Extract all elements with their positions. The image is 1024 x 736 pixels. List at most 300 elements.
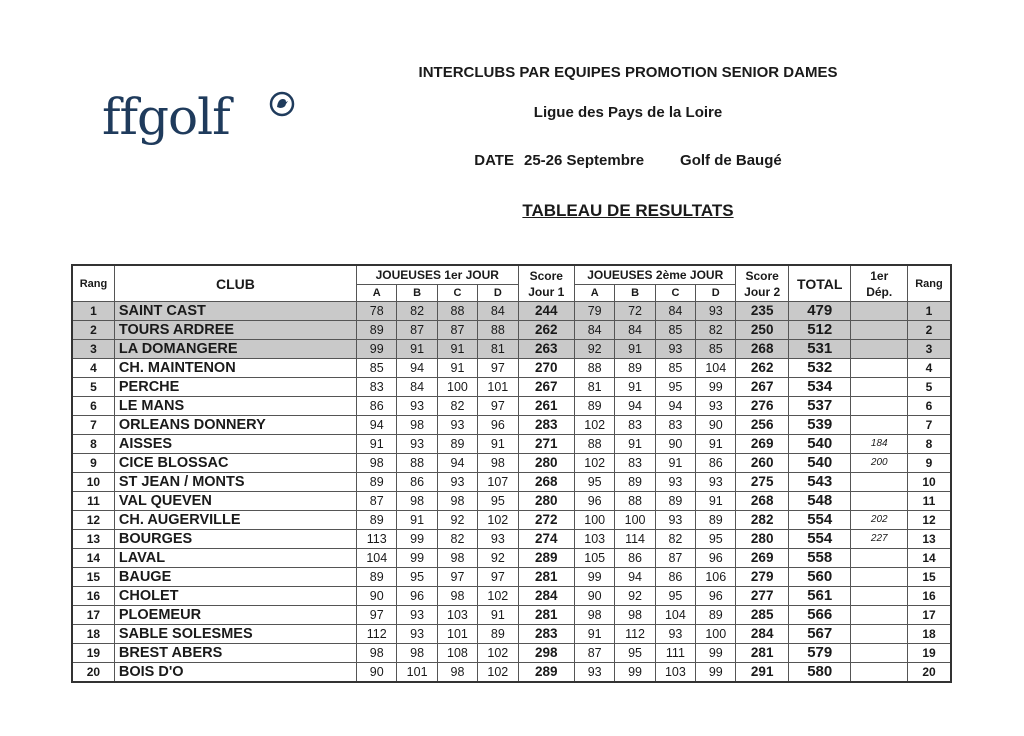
club-cell: LA DOMANGERE bbox=[114, 340, 356, 359]
club-cell: VAL QUEVEN bbox=[114, 492, 356, 511]
day1-d-cell: 91 bbox=[478, 606, 518, 625]
club-cell: BOIS D'O bbox=[114, 663, 356, 683]
venue: Golf de Baugé bbox=[680, 152, 782, 169]
club-cell: CH. AUGERVILLE bbox=[114, 511, 356, 530]
tiebreak-cell bbox=[851, 492, 908, 511]
day2-d-cell: 93 bbox=[696, 473, 736, 492]
day1-c-cell: 98 bbox=[437, 663, 477, 683]
page-title: INTERCLUBS PAR EQUIPES PROMOTION SENIOR DAMES bbox=[418, 64, 838, 81]
club-cell: LE MANS bbox=[114, 397, 356, 416]
day2-a-cell: 91 bbox=[575, 625, 615, 644]
table-row bbox=[72, 435, 951, 454]
table-row bbox=[72, 359, 951, 378]
day2-a-cell: 95 bbox=[575, 473, 615, 492]
rank-cell: 20 bbox=[72, 663, 114, 683]
score-day1-cell: 280 bbox=[518, 492, 575, 511]
table-row bbox=[72, 511, 951, 530]
tiebreak-cell bbox=[851, 625, 908, 644]
rank2-cell: 12 bbox=[907, 511, 951, 530]
rank2-cell: 17 bbox=[907, 606, 951, 625]
rank-cell: 17 bbox=[72, 606, 114, 625]
day1-c-cell: 100 bbox=[437, 378, 477, 397]
rank2-cell: 11 bbox=[907, 492, 951, 511]
col-rang: Rang bbox=[72, 265, 114, 302]
rank2-cell: 7 bbox=[907, 416, 951, 435]
day1-b-cell: 99 bbox=[397, 530, 437, 549]
score-day2-cell: 279 bbox=[736, 568, 788, 587]
score-day1-cell: 289 bbox=[518, 663, 575, 683]
day2-d-cell: 90 bbox=[696, 416, 736, 435]
day2-d-cell: 96 bbox=[696, 587, 736, 606]
day1-d-cell: 92 bbox=[478, 549, 518, 568]
table-row bbox=[72, 625, 951, 644]
day1-a-cell: 83 bbox=[357, 378, 397, 397]
tiebreak-cell bbox=[851, 606, 908, 625]
col-d2-a: A bbox=[575, 285, 615, 302]
rank-cell: 9 bbox=[72, 454, 114, 473]
day2-d-cell: 106 bbox=[696, 568, 736, 587]
day1-d-cell: 84 bbox=[478, 302, 518, 321]
day1-d-cell: 98 bbox=[478, 454, 518, 473]
day2-b-cell: 89 bbox=[615, 359, 655, 378]
day1-a-cell: 98 bbox=[357, 454, 397, 473]
day1-a-cell: 89 bbox=[357, 321, 397, 340]
score-day1-cell: 283 bbox=[518, 416, 575, 435]
day1-c-cell: 98 bbox=[437, 587, 477, 606]
club-cell: ORLEANS DONNERY bbox=[114, 416, 356, 435]
rank-cell: 12 bbox=[72, 511, 114, 530]
score-day2-cell: 269 bbox=[736, 549, 788, 568]
tiebreak-cell bbox=[851, 397, 908, 416]
day2-b-cell: 94 bbox=[615, 568, 655, 587]
col-day2: JOUEUSES 2ème JOUR bbox=[575, 265, 736, 285]
day1-c-cell: 98 bbox=[437, 549, 477, 568]
club-cell: AISSES bbox=[114, 435, 356, 454]
total-cell: 554 bbox=[788, 530, 851, 549]
day1-d-cell: 89 bbox=[478, 625, 518, 644]
rank2-cell: 10 bbox=[907, 473, 951, 492]
day1-c-cell: 82 bbox=[437, 530, 477, 549]
day2-d-cell: 96 bbox=[696, 549, 736, 568]
score-day1-cell: 244 bbox=[518, 302, 575, 321]
club-cell: PLOEMEUR bbox=[114, 606, 356, 625]
day1-d-cell: 97 bbox=[478, 568, 518, 587]
score-day2-cell: 285 bbox=[736, 606, 788, 625]
total-cell: 558 bbox=[788, 549, 851, 568]
day1-c-cell: 101 bbox=[437, 625, 477, 644]
rank-cell: 14 bbox=[72, 549, 114, 568]
table-body bbox=[72, 302, 951, 683]
day1-a-cell: 87 bbox=[357, 492, 397, 511]
total-cell: 540 bbox=[788, 435, 851, 454]
tiebreak-cell bbox=[851, 568, 908, 587]
total-cell: 512 bbox=[788, 321, 851, 340]
day2-d-cell: 99 bbox=[696, 663, 736, 683]
club-cell: SABLE SOLESMES bbox=[114, 625, 356, 644]
day1-c-cell: 108 bbox=[437, 644, 477, 663]
day2-a-cell: 100 bbox=[575, 511, 615, 530]
tiebreak-cell bbox=[851, 359, 908, 378]
tiebreak-cell bbox=[851, 644, 908, 663]
rank-cell: 11 bbox=[72, 492, 114, 511]
day2-a-cell: 102 bbox=[575, 454, 615, 473]
table-row bbox=[72, 587, 951, 606]
total-cell: 531 bbox=[788, 340, 851, 359]
score-day1-cell: 272 bbox=[518, 511, 575, 530]
day2-b-cell: 91 bbox=[615, 378, 655, 397]
tiebreak-cell bbox=[851, 416, 908, 435]
col-d2-d: D bbox=[696, 285, 736, 302]
score-day1-cell: 298 bbox=[518, 644, 575, 663]
day1-b-cell: 91 bbox=[397, 511, 437, 530]
day2-b-cell: 83 bbox=[615, 454, 655, 473]
day2-c-cell: 94 bbox=[655, 397, 695, 416]
score-day2-cell: 281 bbox=[736, 644, 788, 663]
day1-a-cell: 104 bbox=[357, 549, 397, 568]
score-day2-cell: 280 bbox=[736, 530, 788, 549]
day2-c-cell: 84 bbox=[655, 302, 695, 321]
day2-d-cell: 95 bbox=[696, 530, 736, 549]
day2-d-cell: 82 bbox=[696, 321, 736, 340]
total-cell: 548 bbox=[788, 492, 851, 511]
day1-b-cell: 93 bbox=[397, 625, 437, 644]
rank-cell: 2 bbox=[72, 321, 114, 340]
tiebreak-cell bbox=[851, 587, 908, 606]
table-row bbox=[72, 568, 951, 587]
day2-d-cell: 99 bbox=[696, 644, 736, 663]
day1-d-cell: 91 bbox=[478, 435, 518, 454]
score-day2-cell: 269 bbox=[736, 435, 788, 454]
day1-a-cell: 89 bbox=[357, 511, 397, 530]
event-date bbox=[318, 152, 938, 169]
tiebreak-cell bbox=[851, 302, 908, 321]
day2-a-cell: 96 bbox=[575, 492, 615, 511]
day1-d-cell: 97 bbox=[478, 359, 518, 378]
tiebreak-cell bbox=[851, 549, 908, 568]
day2-d-cell: 100 bbox=[696, 625, 736, 644]
col-d1-d: D bbox=[478, 285, 518, 302]
score-day2-cell: 277 bbox=[736, 587, 788, 606]
rank-cell: 15 bbox=[72, 568, 114, 587]
day2-c-cell: 83 bbox=[655, 416, 695, 435]
day1-c-cell: 98 bbox=[437, 492, 477, 511]
day1-c-cell: 92 bbox=[437, 511, 477, 530]
score-day2-cell: 268 bbox=[736, 492, 788, 511]
total-cell: 534 bbox=[788, 378, 851, 397]
day2-b-cell: 100 bbox=[615, 511, 655, 530]
day2-c-cell: 91 bbox=[655, 454, 695, 473]
day1-d-cell: 95 bbox=[478, 492, 518, 511]
day1-d-cell: 96 bbox=[478, 416, 518, 435]
day2-b-cell: 89 bbox=[615, 473, 655, 492]
day1-b-cell: 84 bbox=[397, 378, 437, 397]
rank2-cell: 20 bbox=[907, 663, 951, 683]
day1-c-cell: 89 bbox=[437, 435, 477, 454]
table-row bbox=[72, 454, 951, 473]
day1-c-cell: 91 bbox=[437, 359, 477, 378]
day2-b-cell: 95 bbox=[615, 644, 655, 663]
day2-b-cell: 86 bbox=[615, 549, 655, 568]
rank-cell: 7 bbox=[72, 416, 114, 435]
score-day2-cell: 235 bbox=[736, 302, 788, 321]
total-cell: 567 bbox=[788, 625, 851, 644]
day2-d-cell: 89 bbox=[696, 606, 736, 625]
day1-d-cell: 102 bbox=[478, 587, 518, 606]
day2-b-cell: 83 bbox=[615, 416, 655, 435]
day1-d-cell: 88 bbox=[478, 321, 518, 340]
tiebreak-cell bbox=[851, 340, 908, 359]
tiebreak-cell: 200 bbox=[851, 454, 908, 473]
day2-a-cell: 99 bbox=[575, 568, 615, 587]
rank-cell: 8 bbox=[72, 435, 114, 454]
day2-c-cell: 103 bbox=[655, 663, 695, 683]
tiebreak-cell bbox=[851, 378, 908, 397]
day1-d-cell: 81 bbox=[478, 340, 518, 359]
day2-d-cell: 91 bbox=[696, 492, 736, 511]
rank2-cell: 18 bbox=[907, 625, 951, 644]
score-day1-cell: 281 bbox=[518, 606, 575, 625]
day1-a-cell: 98 bbox=[357, 644, 397, 663]
day1-a-cell: 97 bbox=[357, 606, 397, 625]
rank2-cell: 4 bbox=[907, 359, 951, 378]
score-day2-cell: 250 bbox=[736, 321, 788, 340]
day1-a-cell: 89 bbox=[357, 568, 397, 587]
score-day1-cell: 274 bbox=[518, 530, 575, 549]
col-dep: 1er Dép. bbox=[851, 265, 908, 302]
day2-c-cell: 90 bbox=[655, 435, 695, 454]
day2-a-cell: 92 bbox=[575, 340, 615, 359]
table-row bbox=[72, 321, 951, 340]
rank2-cell: 9 bbox=[907, 454, 951, 473]
club-cell: CHOLET bbox=[114, 587, 356, 606]
day2-b-cell: 91 bbox=[615, 340, 655, 359]
day1-b-cell: 93 bbox=[397, 397, 437, 416]
rank-cell: 19 bbox=[72, 644, 114, 663]
day2-c-cell: 93 bbox=[655, 340, 695, 359]
score-day1-cell: 281 bbox=[518, 568, 575, 587]
day1-a-cell: 86 bbox=[357, 397, 397, 416]
day1-c-cell: 88 bbox=[437, 302, 477, 321]
score-day1-cell: 270 bbox=[518, 359, 575, 378]
day2-a-cell: 87 bbox=[575, 644, 615, 663]
day2-d-cell: 93 bbox=[696, 302, 736, 321]
day2-b-cell: 98 bbox=[615, 606, 655, 625]
club-cell: BOURGES bbox=[114, 530, 356, 549]
day2-c-cell: 111 bbox=[655, 644, 695, 663]
tiebreak-cell bbox=[851, 321, 908, 340]
day2-c-cell: 85 bbox=[655, 359, 695, 378]
day2-d-cell: 99 bbox=[696, 378, 736, 397]
rank-cell: 5 bbox=[72, 378, 114, 397]
table-row bbox=[72, 644, 951, 663]
day1-b-cell: 91 bbox=[397, 340, 437, 359]
day1-a-cell: 113 bbox=[357, 530, 397, 549]
day1-d-cell: 102 bbox=[478, 663, 518, 683]
table-row bbox=[72, 340, 951, 359]
day2-d-cell: 86 bbox=[696, 454, 736, 473]
day1-b-cell: 88 bbox=[397, 454, 437, 473]
league-name: Ligue des Pays de la Loire bbox=[533, 104, 723, 121]
day1-a-cell: 90 bbox=[357, 587, 397, 606]
day1-a-cell: 78 bbox=[357, 302, 397, 321]
score-day2-cell: 291 bbox=[736, 663, 788, 683]
day2-c-cell: 85 bbox=[655, 321, 695, 340]
total-cell: 537 bbox=[788, 397, 851, 416]
score-day2-cell: 262 bbox=[736, 359, 788, 378]
total-cell: 554 bbox=[788, 511, 851, 530]
col-d2-c: C bbox=[655, 285, 695, 302]
table-row bbox=[72, 530, 951, 549]
rank2-cell: 19 bbox=[907, 644, 951, 663]
col-d2-b: B bbox=[615, 285, 655, 302]
rank-cell: 16 bbox=[72, 587, 114, 606]
score-day1-cell: 263 bbox=[518, 340, 575, 359]
club-cell: CICE BLOSSAC bbox=[114, 454, 356, 473]
day2-a-cell: 98 bbox=[575, 606, 615, 625]
day1-a-cell: 85 bbox=[357, 359, 397, 378]
day2-c-cell: 87 bbox=[655, 549, 695, 568]
day1-c-cell: 82 bbox=[437, 397, 477, 416]
day1-b-cell: 101 bbox=[397, 663, 437, 683]
score-day1-cell: 262 bbox=[518, 321, 575, 340]
results-table bbox=[71, 264, 952, 683]
score-day2-cell: 268 bbox=[736, 340, 788, 359]
day2-b-cell: 99 bbox=[615, 663, 655, 683]
day1-d-cell: 102 bbox=[478, 644, 518, 663]
tiebreak-cell bbox=[851, 473, 908, 492]
club-cell: TOURS ARDREE bbox=[114, 321, 356, 340]
total-cell: 579 bbox=[788, 644, 851, 663]
table-row bbox=[72, 473, 951, 492]
total-cell: 532 bbox=[788, 359, 851, 378]
col-day1: JOUEUSES 1er JOUR bbox=[357, 265, 518, 285]
day2-a-cell: 88 bbox=[575, 435, 615, 454]
day2-c-cell: 95 bbox=[655, 378, 695, 397]
day2-b-cell: 114 bbox=[615, 530, 655, 549]
col-rang2: Rang bbox=[907, 265, 951, 302]
club-cell: ST JEAN / MONTS bbox=[114, 473, 356, 492]
score-day1-cell: 268 bbox=[518, 473, 575, 492]
day1-b-cell: 82 bbox=[397, 302, 437, 321]
day2-b-cell: 92 bbox=[615, 587, 655, 606]
rank2-cell: 13 bbox=[907, 530, 951, 549]
day2-c-cell: 93 bbox=[655, 625, 695, 644]
rank-cell: 6 bbox=[72, 397, 114, 416]
col-d1-a: A bbox=[357, 285, 397, 302]
total-cell: 540 bbox=[788, 454, 851, 473]
day2-b-cell: 88 bbox=[615, 492, 655, 511]
total-cell: 543 bbox=[788, 473, 851, 492]
day2-c-cell: 95 bbox=[655, 587, 695, 606]
day2-d-cell: 91 bbox=[696, 435, 736, 454]
day1-b-cell: 98 bbox=[397, 644, 437, 663]
club-cell: PERCHE bbox=[114, 378, 356, 397]
day1-a-cell: 94 bbox=[357, 416, 397, 435]
day2-b-cell: 112 bbox=[615, 625, 655, 644]
club-cell: LAVAL bbox=[114, 549, 356, 568]
rank-cell: 3 bbox=[72, 340, 114, 359]
rank-cell: 13 bbox=[72, 530, 114, 549]
day2-d-cell: 85 bbox=[696, 340, 736, 359]
day2-a-cell: 79 bbox=[575, 302, 615, 321]
table-row bbox=[72, 663, 951, 683]
rank-cell: 1 bbox=[72, 302, 114, 321]
day1-d-cell: 93 bbox=[478, 530, 518, 549]
score-day1-cell: 289 bbox=[518, 549, 575, 568]
rank2-cell: 2 bbox=[907, 321, 951, 340]
day1-b-cell: 98 bbox=[397, 416, 437, 435]
rank2-cell: 5 bbox=[907, 378, 951, 397]
day2-a-cell: 89 bbox=[575, 397, 615, 416]
col-total: TOTAL bbox=[788, 265, 851, 302]
total-cell: 479 bbox=[788, 302, 851, 321]
score-day2-cell: 256 bbox=[736, 416, 788, 435]
day1-a-cell: 99 bbox=[357, 340, 397, 359]
day1-d-cell: 107 bbox=[478, 473, 518, 492]
day2-a-cell: 93 bbox=[575, 663, 615, 683]
rank-cell: 4 bbox=[72, 359, 114, 378]
rank-cell: 18 bbox=[72, 625, 114, 644]
rank2-cell: 16 bbox=[907, 587, 951, 606]
score-day2-cell: 275 bbox=[736, 473, 788, 492]
day2-b-cell: 84 bbox=[615, 321, 655, 340]
day2-c-cell: 104 bbox=[655, 606, 695, 625]
day2-c-cell: 89 bbox=[655, 492, 695, 511]
day2-b-cell: 94 bbox=[615, 397, 655, 416]
table-row bbox=[72, 549, 951, 568]
col-d1-c: C bbox=[437, 285, 477, 302]
rooster-logo-icon bbox=[268, 90, 296, 118]
day1-b-cell: 94 bbox=[397, 359, 437, 378]
day2-a-cell: 81 bbox=[575, 378, 615, 397]
score-day2-cell: 276 bbox=[736, 397, 788, 416]
day2-a-cell: 88 bbox=[575, 359, 615, 378]
score-day1-cell: 261 bbox=[518, 397, 575, 416]
day2-a-cell: 105 bbox=[575, 549, 615, 568]
score-day1-cell: 284 bbox=[518, 587, 575, 606]
table-header bbox=[72, 265, 951, 302]
day2-d-cell: 104 bbox=[696, 359, 736, 378]
rank2-cell: 1 bbox=[907, 302, 951, 321]
day1-c-cell: 93 bbox=[437, 416, 477, 435]
day2-c-cell: 82 bbox=[655, 530, 695, 549]
score-day2-cell: 282 bbox=[736, 511, 788, 530]
day1-d-cell: 97 bbox=[478, 397, 518, 416]
day2-a-cell: 90 bbox=[575, 587, 615, 606]
day1-a-cell: 91 bbox=[357, 435, 397, 454]
score-day2-cell: 260 bbox=[736, 454, 788, 473]
date-label: DATE bbox=[474, 152, 514, 169]
col-club: CLUB bbox=[114, 265, 356, 302]
day1-c-cell: 94 bbox=[437, 454, 477, 473]
day1-b-cell: 96 bbox=[397, 587, 437, 606]
day1-b-cell: 98 bbox=[397, 492, 437, 511]
rank2-cell: 15 bbox=[907, 568, 951, 587]
tiebreak-cell: 227 bbox=[851, 530, 908, 549]
day1-b-cell: 93 bbox=[397, 435, 437, 454]
score-day2-cell: 284 bbox=[736, 625, 788, 644]
rank2-cell: 3 bbox=[907, 340, 951, 359]
score-day1-cell: 267 bbox=[518, 378, 575, 397]
day1-c-cell: 97 bbox=[437, 568, 477, 587]
day1-c-cell: 91 bbox=[437, 340, 477, 359]
col-score2: Score Jour 2 bbox=[736, 265, 788, 302]
day2-c-cell: 86 bbox=[655, 568, 695, 587]
table-row bbox=[72, 416, 951, 435]
day2-a-cell: 84 bbox=[575, 321, 615, 340]
day2-b-cell: 72 bbox=[615, 302, 655, 321]
day2-d-cell: 89 bbox=[696, 511, 736, 530]
